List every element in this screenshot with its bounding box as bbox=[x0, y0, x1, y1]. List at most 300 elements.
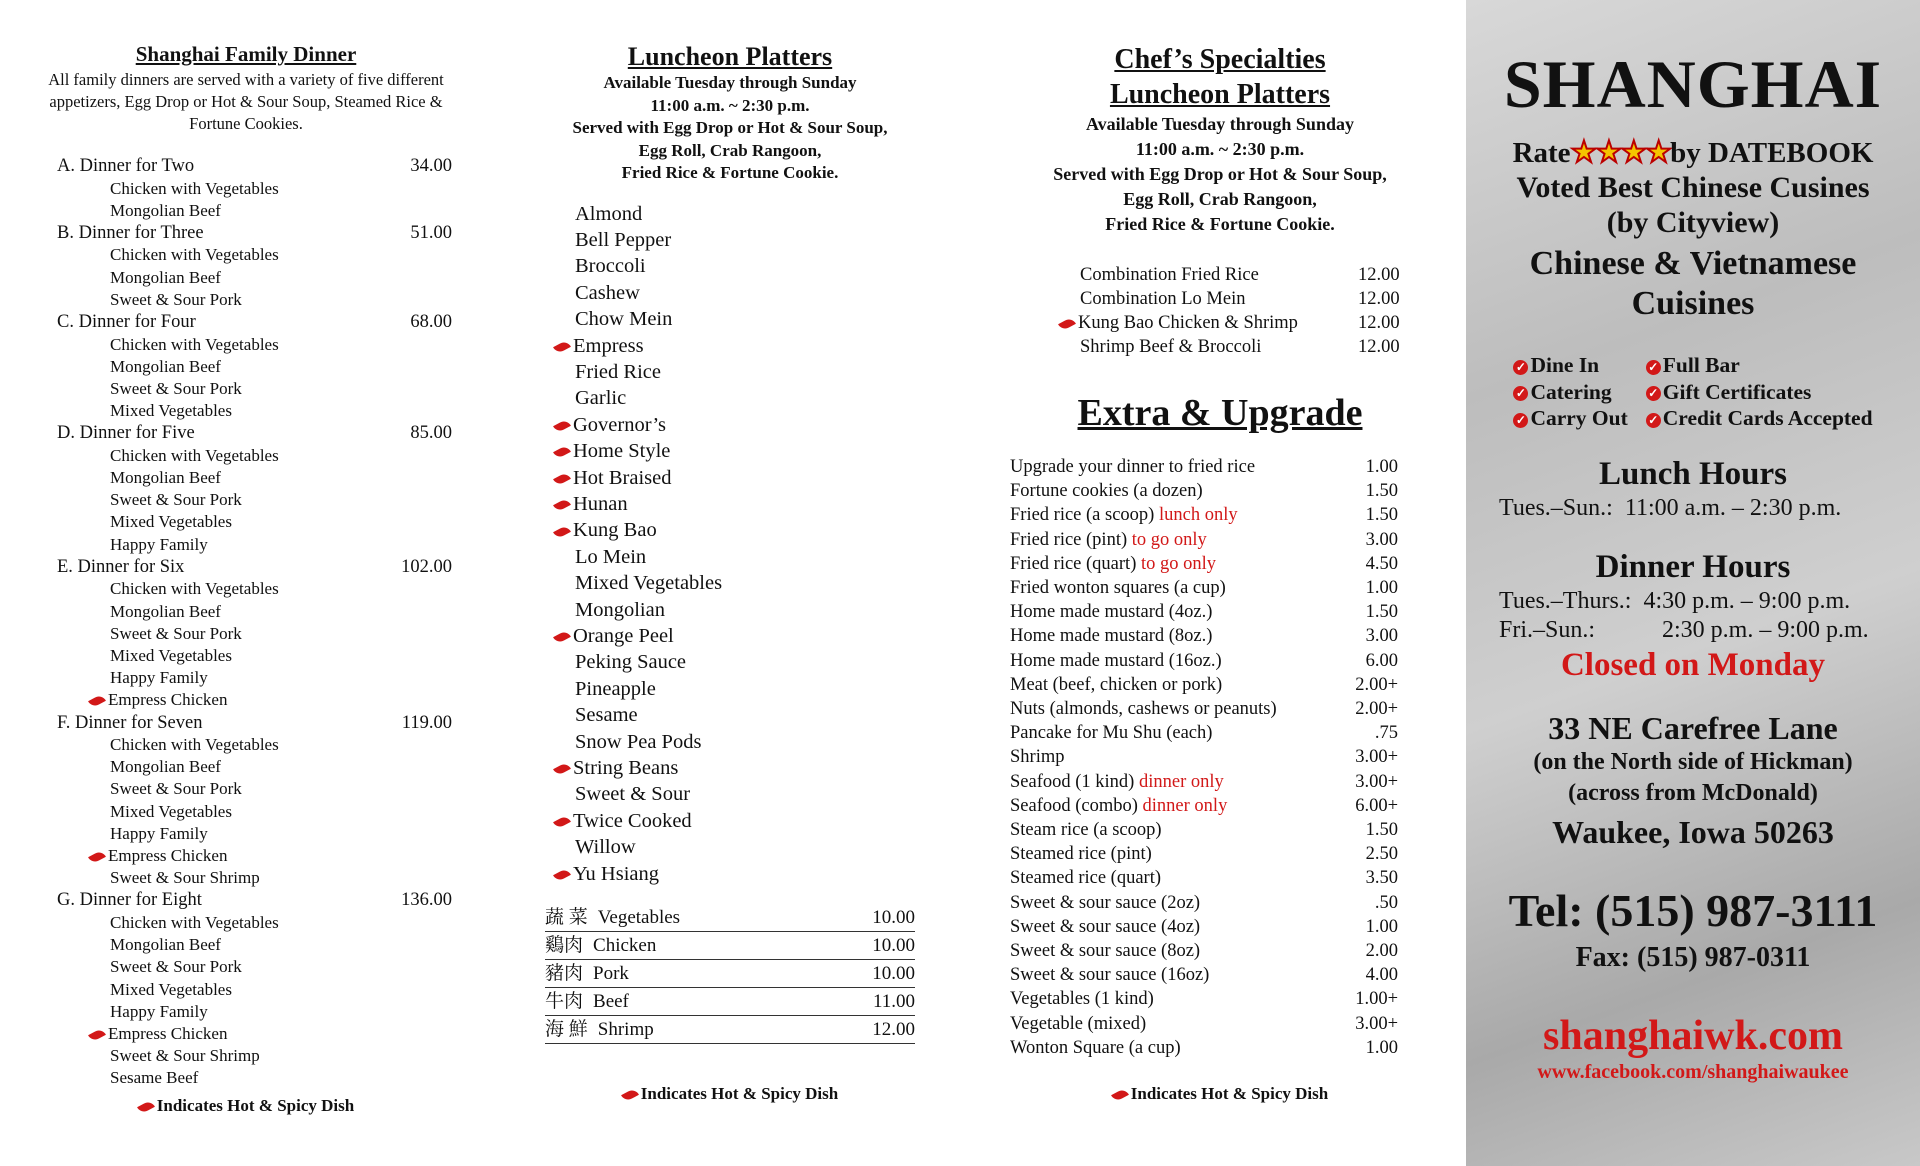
dish-item bbox=[110, 979, 452, 1001]
sauce-item bbox=[575, 438, 915, 464]
extra-item-note: to go only bbox=[1131, 529, 1207, 550]
dinner-hours-weekend: Fri.–Sun.: 2:30 p.m. – 9:00 p.m. bbox=[1499, 616, 1869, 643]
extra-item-label: Steamed rice (pint) bbox=[1010, 844, 1152, 865]
chef-items-list bbox=[1010, 263, 1430, 359]
lunch-hours-title: Lunch Hours bbox=[1599, 455, 1787, 492]
extra-item bbox=[1010, 745, 1430, 769]
dish-name: Happy Family bbox=[110, 534, 208, 554]
dinner-item bbox=[40, 222, 452, 245]
extra-item-price: 6.00+ bbox=[1355, 795, 1398, 816]
extra-item bbox=[1010, 866, 1430, 890]
sauce-name: Bell Pepper bbox=[575, 228, 672, 251]
sauce-item bbox=[575, 280, 915, 306]
feature-item bbox=[1646, 379, 1873, 406]
extra-item bbox=[1010, 1036, 1430, 1060]
extra-item bbox=[1010, 697, 1430, 721]
extra-item-price: 2.00+ bbox=[1355, 699, 1398, 720]
meat-chinese: 鷄肉 bbox=[545, 935, 584, 957]
extra-item-price: 3.00+ bbox=[1355, 747, 1398, 768]
sauce-item bbox=[575, 834, 915, 860]
dish-item bbox=[110, 356, 452, 378]
dish-name: Chicken with Vegetables bbox=[110, 178, 279, 198]
extra-item-price: 1.00 bbox=[1365, 578, 1398, 599]
brand-title: SHANGHAI bbox=[1503, 46, 1883, 122]
sauce-item bbox=[575, 755, 915, 781]
feature-label: Full Bar bbox=[1662, 353, 1740, 377]
dish-name: Chicken with Vegetables bbox=[110, 912, 279, 932]
dish-name: Chicken with Vegetables bbox=[110, 245, 279, 265]
dish-item bbox=[110, 934, 452, 956]
dinner-name: F. Dinner for Seven bbox=[57, 712, 203, 733]
pepper-icon bbox=[553, 419, 571, 434]
dinner-price: 136.00 bbox=[401, 890, 452, 911]
chef-item-price: 12.00 bbox=[1358, 337, 1400, 357]
website-link[interactable]: shanghaiwk.com bbox=[1543, 1012, 1843, 1059]
extra-item-price: 1.50 bbox=[1365, 820, 1398, 841]
extra-item-price: 3.00 bbox=[1365, 529, 1398, 550]
dinner-dishes bbox=[40, 244, 452, 311]
dish-item bbox=[110, 667, 452, 689]
meat-label bbox=[545, 961, 629, 987]
dish-item bbox=[110, 445, 452, 467]
dish-item bbox=[110, 845, 452, 867]
sauce-item bbox=[575, 623, 915, 649]
sauce-item bbox=[575, 359, 915, 385]
extra-item-price: 1.50 bbox=[1365, 481, 1398, 502]
extra-item-name bbox=[1010, 745, 1354, 769]
sauce-name: Kung Bao bbox=[573, 519, 657, 542]
sauce-item bbox=[575, 253, 915, 279]
extra-item bbox=[1010, 624, 1430, 648]
sauce-name: Garlic bbox=[575, 387, 627, 410]
sauce-name: Cashew bbox=[575, 281, 640, 304]
pepper-icon bbox=[1058, 316, 1076, 331]
sauce-item bbox=[575, 412, 915, 438]
extra-item bbox=[1010, 649, 1430, 673]
chef-item-price: 12.00 bbox=[1358, 313, 1400, 333]
pepper-icon bbox=[88, 850, 106, 865]
extra-item-label: Fried wonton squares (a cup) bbox=[1010, 578, 1226, 599]
extra-item-name bbox=[1010, 963, 1354, 987]
extra-item-name bbox=[1010, 794, 1354, 818]
sauce-item bbox=[575, 201, 915, 227]
extra-item-name bbox=[1010, 673, 1354, 697]
dish-name: Chicken with Vegetables bbox=[110, 445, 279, 465]
extra-item-name bbox=[1010, 479, 1354, 503]
luncheon-column bbox=[545, 0, 915, 1104]
extra-item-name bbox=[1010, 866, 1354, 890]
extra-item bbox=[1010, 818, 1430, 842]
info-panel bbox=[1466, 0, 1920, 1166]
dinner-item bbox=[40, 422, 452, 445]
meat-english: Beef bbox=[593, 991, 629, 1013]
extra-item-price: 2.00+ bbox=[1355, 674, 1398, 695]
dinner-hours-title: Dinner Hours bbox=[1595, 548, 1791, 585]
chef-subtitle: Luncheon Platters bbox=[1109, 79, 1331, 110]
spicy-legend: Indicates Hot & Spicy Dish bbox=[40, 1096, 452, 1116]
extra-item-price: 2.00 bbox=[1365, 941, 1398, 962]
chef-item-name bbox=[1080, 311, 1358, 335]
extra-item-label: Steamed rice (quart) bbox=[1010, 868, 1162, 889]
dish-name: Empress Chicken bbox=[108, 846, 228, 866]
sauce-item bbox=[575, 544, 915, 570]
voted-line: Voted Best Chinese Cusines bbox=[1516, 171, 1870, 204]
pepper-icon bbox=[553, 445, 571, 460]
sauce-item bbox=[575, 861, 915, 887]
extra-item-name bbox=[1010, 818, 1354, 842]
sauce-name: Hunan bbox=[573, 492, 628, 515]
extra-item bbox=[1010, 721, 1430, 745]
dish-item bbox=[110, 244, 452, 266]
extra-item-price: 4.50 bbox=[1365, 553, 1398, 574]
dish-name: Happy Family bbox=[110, 1001, 208, 1021]
features-list bbox=[1466, 352, 1920, 432]
chef-item-label: Shrimp Beef & Broccoli bbox=[1080, 337, 1262, 357]
dish-name: Mixed Vegetables bbox=[110, 801, 232, 821]
dish-name: Sesame Beef bbox=[110, 1068, 199, 1088]
sauce-name: Twice Cooked bbox=[573, 809, 692, 832]
feature-label: Dine In bbox=[1530, 353, 1600, 377]
pepper-icon bbox=[553, 815, 571, 830]
sauce-item bbox=[575, 702, 915, 728]
meat-label bbox=[545, 905, 680, 931]
address-street: 33 NE Carefree Lane bbox=[1548, 709, 1838, 746]
chef-item-name bbox=[1080, 263, 1358, 287]
dish-item bbox=[110, 778, 452, 800]
extra-item bbox=[1010, 600, 1430, 624]
dish-name: Sweet & Sour Pork bbox=[110, 957, 242, 977]
extra-item bbox=[1010, 479, 1430, 503]
extra-item-name bbox=[1010, 770, 1354, 794]
meat-row bbox=[545, 989, 915, 1016]
dish-item bbox=[110, 867, 452, 889]
check-icon: ✓ bbox=[1646, 360, 1661, 375]
extra-item bbox=[1010, 576, 1430, 600]
extra-item-name bbox=[1010, 455, 1354, 479]
dinner-hours-weekday: Tues.–Thurs.: 4:30 p.m. – 9:00 p.m. bbox=[1499, 587, 1851, 614]
dish-name: Mongolian Beef bbox=[110, 356, 221, 376]
sauce-name: Home Style bbox=[573, 440, 671, 463]
extra-item-price: 6.00 bbox=[1365, 650, 1398, 671]
extra-item-price: 2.50 bbox=[1365, 844, 1398, 865]
sauce-name: Orange Peel bbox=[573, 625, 674, 647]
extra-item-name bbox=[1010, 891, 1354, 915]
meat-price: 11.00 bbox=[872, 991, 915, 1013]
extra-item bbox=[1010, 1012, 1430, 1036]
extra-item-name bbox=[1010, 624, 1354, 648]
meat-label bbox=[545, 1017, 654, 1043]
dish-name: Mixed Vegetables bbox=[110, 979, 232, 999]
extra-item-label: Pancake for Mu Shu (each) bbox=[1010, 723, 1213, 744]
check-icon: ✓ bbox=[1513, 413, 1528, 428]
chef-item-name bbox=[1080, 287, 1358, 311]
sauce-item bbox=[575, 465, 915, 491]
facebook-link[interactable]: www.facebook.com/shanghaiwaukee bbox=[1537, 1060, 1849, 1083]
extra-item bbox=[1010, 794, 1430, 818]
meat-chinese: 豬肉 bbox=[545, 963, 584, 985]
sauce-name: Yu Hsiang bbox=[573, 862, 659, 885]
feature-item bbox=[1513, 352, 1627, 379]
chef-item-price: 12.00 bbox=[1358, 265, 1400, 285]
chef-item-price: 12.00 bbox=[1358, 289, 1400, 309]
dish-name: Chicken with Vegetables bbox=[110, 579, 279, 599]
extra-item-label: Wonton Square (a cup) bbox=[1010, 1037, 1181, 1058]
chef-item bbox=[1080, 311, 1430, 335]
extra-item-price: 1.00+ bbox=[1355, 989, 1398, 1010]
sauce-name: Empress bbox=[573, 334, 644, 357]
dinner-dishes bbox=[40, 334, 452, 423]
extra-item-label: Fried rice (pint) bbox=[1010, 529, 1128, 550]
dish-item bbox=[110, 756, 452, 778]
chef-item bbox=[1080, 335, 1430, 359]
dinner-price: 102.00 bbox=[401, 556, 452, 577]
extra-item-name bbox=[1010, 721, 1354, 745]
dish-item bbox=[110, 1023, 452, 1045]
sauce-name: Lo Mein bbox=[575, 545, 647, 568]
extra-item-price: 3.00 bbox=[1365, 626, 1398, 647]
extra-item bbox=[1010, 528, 1430, 552]
meat-row bbox=[545, 905, 915, 932]
phone-number[interactable]: Tel: (515) 987-3111 bbox=[1508, 884, 1878, 936]
address-landmark: (across from McDonald) bbox=[1568, 779, 1818, 806]
address-note: (on the North side of Hickman) bbox=[1533, 748, 1853, 775]
dish-name: Chicken with Vegetables bbox=[110, 735, 279, 755]
spicy-legend: Indicates Hot & Spicy Dish bbox=[1010, 1084, 1430, 1104]
dish-item bbox=[110, 534, 452, 556]
fax-number: Fax: (515) 987-0311 bbox=[1575, 941, 1811, 973]
extra-item-price: 1.00 bbox=[1365, 1037, 1398, 1058]
dish-item bbox=[110, 378, 452, 400]
dish-item bbox=[110, 734, 452, 756]
dish-name: Mongolian Beef bbox=[110, 601, 221, 621]
extra-item-name bbox=[1010, 528, 1354, 552]
extra-item-name bbox=[1010, 552, 1354, 576]
sauce-name: Chow Mein bbox=[575, 308, 673, 331]
dinner-item bbox=[40, 155, 452, 178]
pepper-icon bbox=[137, 1099, 155, 1114]
extra-item-price: 1.00 bbox=[1365, 457, 1398, 477]
dish-item bbox=[110, 511, 452, 533]
extra-item-name bbox=[1010, 503, 1354, 527]
dinner-item bbox=[40, 889, 452, 912]
dish-name: Mongolian Beef bbox=[110, 935, 221, 955]
extra-item-name bbox=[1010, 1036, 1354, 1060]
extra-item-label: Vegetables (1 kind) bbox=[1010, 989, 1154, 1010]
cuisine-line-2: Cuisines bbox=[1631, 285, 1755, 322]
extra-item-label: Seafood (1 kind) bbox=[1010, 771, 1135, 792]
pepper-icon bbox=[88, 694, 106, 709]
sauce-name: Pineapple bbox=[575, 677, 656, 700]
feature-label: Catering bbox=[1530, 379, 1612, 404]
dinner-price: 34.00 bbox=[410, 156, 452, 176]
luncheon-subtitle: Available Tuesday through Sunday 11:00 a.m. ~ 2:30 p.m. Served with Egg Drop or Hot & Sour Soup, Egg Roll, Crab Rangoon, Fried Rice & Fortune Cookie. bbox=[572, 73, 888, 182]
extra-item-name bbox=[1010, 576, 1354, 600]
meat-chinese: 牛肉 bbox=[545, 991, 584, 1013]
dish-name: Sweet & Sour Pork bbox=[110, 289, 242, 309]
meat-price-list bbox=[545, 905, 915, 1044]
dish-name: Mixed Vegetables bbox=[110, 512, 232, 532]
family-dinner-title: Shanghai Family Dinner bbox=[135, 42, 357, 66]
sauce-item bbox=[575, 781, 915, 807]
sauce-name: Peking Sauce bbox=[575, 651, 687, 674]
dish-item bbox=[110, 645, 452, 667]
extra-item-name bbox=[1010, 697, 1354, 721]
pepper-icon bbox=[621, 1088, 639, 1103]
dish-name: Sweet & Sour Shrimp bbox=[110, 1046, 260, 1066]
extra-item-label: Seafood (combo) bbox=[1010, 795, 1138, 816]
extra-item-price: .75 bbox=[1374, 723, 1398, 744]
star-rating-icon: ★★★★ bbox=[1570, 136, 1671, 169]
extra-item-note: to go only bbox=[1140, 553, 1217, 574]
dish-item bbox=[110, 956, 452, 978]
dinner-price: 119.00 bbox=[401, 712, 452, 733]
sauce-name: Sweet & Sour bbox=[575, 783, 691, 806]
check-icon: ✓ bbox=[1513, 360, 1528, 375]
sauce-name: Hot Braised bbox=[573, 466, 672, 489]
dish-item bbox=[110, 623, 452, 645]
pepper-icon bbox=[553, 524, 571, 539]
dish-name: Sweet & Sour Pork bbox=[110, 779, 242, 799]
feature-item bbox=[1513, 405, 1627, 432]
extras-title: Extra & Upgrade bbox=[1077, 392, 1363, 434]
extra-item bbox=[1010, 842, 1430, 866]
sauce-name: Mixed Vegetables bbox=[575, 572, 723, 595]
extra-item-label: Fried rice (quart) bbox=[1010, 553, 1137, 574]
extra-item bbox=[1010, 673, 1430, 697]
check-icon: ✓ bbox=[1646, 386, 1661, 401]
extra-item-price: 1.50 bbox=[1365, 505, 1398, 526]
dish-item bbox=[110, 200, 452, 222]
extra-item-price: 3.50 bbox=[1365, 868, 1398, 889]
extra-item bbox=[1010, 455, 1430, 479]
feature-item bbox=[1513, 379, 1627, 406]
dish-item bbox=[110, 823, 452, 845]
meat-price: 10.00 bbox=[872, 907, 915, 929]
dish-item bbox=[110, 489, 452, 511]
voted-source: (by Cityview) bbox=[1606, 206, 1780, 239]
sauce-item bbox=[575, 649, 915, 675]
closed-notice: Closed on Monday bbox=[1560, 646, 1826, 683]
chef-item-name bbox=[1080, 335, 1358, 359]
dinner-item bbox=[40, 311, 452, 334]
dish-item bbox=[110, 178, 452, 200]
extras-list bbox=[1010, 455, 1430, 1060]
pepper-icon bbox=[553, 630, 571, 645]
luncheon-title: Luncheon Platters bbox=[627, 42, 833, 71]
extra-item-price: .50 bbox=[1374, 892, 1398, 913]
extra-item-label: Vegetable (mixed) bbox=[1010, 1013, 1147, 1034]
dish-item bbox=[110, 1045, 452, 1067]
dish-name: Sweet & Sour Pork bbox=[110, 378, 242, 398]
sauce-item bbox=[575, 491, 915, 517]
sauce-item bbox=[575, 333, 915, 359]
dinner-price: 68.00 bbox=[410, 312, 452, 333]
sauce-item bbox=[575, 808, 915, 834]
dinner-name: D. Dinner for Five bbox=[57, 423, 195, 444]
feature-label: Credit Cards Accepted bbox=[1662, 406, 1873, 430]
extra-item-name bbox=[1010, 600, 1354, 624]
sauce-item bbox=[575, 729, 915, 755]
dish-name: Mongolian Beef bbox=[110, 468, 221, 488]
sauce-name: Governor’s bbox=[573, 413, 666, 436]
extra-item-label: Shrimp bbox=[1010, 747, 1065, 768]
extra-item-label: Nuts (almonds, cashews or peanuts) bbox=[1010, 699, 1277, 720]
meat-english: Vegetables bbox=[597, 907, 681, 929]
sauce-name: Snow Pea Pods bbox=[575, 730, 702, 753]
extra-item-label: Home made mustard (4oz.) bbox=[1010, 602, 1213, 623]
dish-name: Empress Chicken bbox=[108, 1024, 228, 1043]
extra-item-label: Meat (beef, chicken or pork) bbox=[1010, 674, 1223, 695]
dish-name: Mongolian Beef bbox=[110, 200, 221, 220]
extra-item-note: dinner only bbox=[1138, 771, 1224, 792]
extra-item-label: Fried rice (a scoop) bbox=[1010, 505, 1155, 526]
chef-title: Chef’s Specialties bbox=[1114, 44, 1326, 75]
extra-item bbox=[1010, 939, 1430, 963]
meat-label bbox=[545, 989, 629, 1015]
meat-price: 10.00 bbox=[872, 963, 915, 985]
pepper-icon bbox=[553, 868, 571, 883]
dinner-dishes bbox=[40, 578, 452, 711]
sauce-list bbox=[545, 201, 915, 888]
dinner-name: E. Dinner for Six bbox=[57, 556, 185, 577]
extra-item-label: Upgrade your dinner to fried rice bbox=[1010, 457, 1256, 477]
extra-item-label: Sweet & sour sauce (2oz) bbox=[1010, 892, 1201, 913]
check-icon: ✓ bbox=[1513, 386, 1528, 401]
feature-label: Carry Out bbox=[1530, 406, 1628, 430]
meat-english: Chicken bbox=[593, 935, 657, 957]
dish-item bbox=[110, 400, 452, 422]
sauce-item bbox=[575, 306, 915, 332]
extra-item-label: Home made mustard (16oz.) bbox=[1010, 650, 1222, 671]
dish-item bbox=[110, 267, 452, 289]
chef-item-label: Combination Fried Rice bbox=[1080, 265, 1259, 285]
dinner-dishes bbox=[40, 912, 452, 1090]
feature-item bbox=[1646, 352, 1873, 379]
address-city: Waukee, Iowa 50263 bbox=[1552, 813, 1834, 850]
extra-item bbox=[1010, 503, 1430, 527]
sauce-item bbox=[575, 570, 915, 596]
spicy-legend: Indicates Hot & Spicy Dish bbox=[545, 1084, 915, 1104]
chef-item-label: Kung Bao Chicken & Shrimp bbox=[1078, 313, 1298, 333]
pepper-icon bbox=[553, 762, 571, 777]
extra-item-label: Sweet & sour sauce (4oz) bbox=[1010, 916, 1201, 937]
dinner-item bbox=[40, 556, 452, 579]
extra-item-price: 3.00+ bbox=[1355, 1013, 1398, 1034]
dish-name: Happy Family bbox=[110, 668, 208, 688]
dish-item bbox=[110, 601, 452, 623]
extra-item bbox=[1010, 963, 1430, 987]
dish-item bbox=[110, 289, 452, 311]
extra-item-label: Sweet & sour sauce (16oz) bbox=[1010, 965, 1210, 986]
lunch-hours: Tues.–Sun.: 11:00 a.m. – 2:30 p.m. bbox=[1499, 494, 1842, 521]
extra-item-label: Steam rice (a scoop) bbox=[1010, 820, 1162, 841]
dish-name: Mongolian Beef bbox=[110, 757, 221, 777]
meat-price: 12.00 bbox=[872, 1019, 915, 1041]
dish-name: Mixed Vegetables bbox=[110, 645, 232, 665]
extra-item bbox=[1010, 915, 1430, 939]
sauce-name: Willow bbox=[575, 836, 636, 859]
dish-name: Sweet & Sour Pork bbox=[110, 490, 242, 510]
sauce-name: Fried Rice bbox=[575, 360, 661, 383]
dish-item bbox=[110, 1067, 452, 1089]
dish-name: Mongolian Beef bbox=[110, 267, 221, 287]
dinner-dishes bbox=[40, 734, 452, 889]
pepper-icon bbox=[1111, 1088, 1129, 1103]
dish-item bbox=[110, 689, 452, 711]
extra-item-name bbox=[1010, 649, 1354, 673]
dinner-item bbox=[40, 712, 452, 735]
check-icon: ✓ bbox=[1646, 413, 1661, 428]
